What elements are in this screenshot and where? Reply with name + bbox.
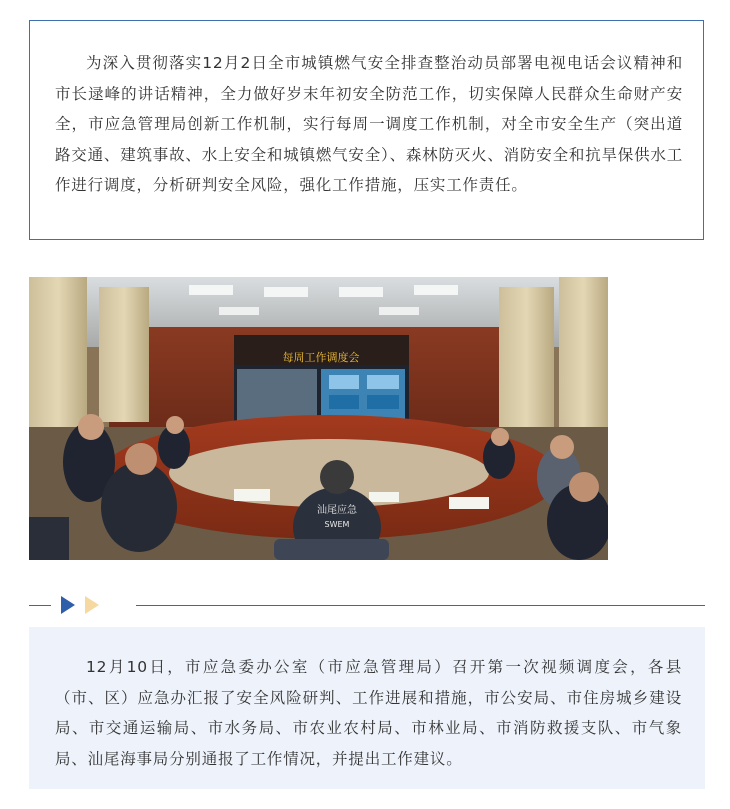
screen-banner: 每周工作调度会 [282, 351, 360, 364]
detail-paragraph: 12月10日，市应急委办公室（市应急管理局）召开第一次视频调度会，各县（市、区）应急办汇报了安全风险研判、工作进展和措施，市公安局、市住房城乡建设局、市交通运输局、市水务局、市农业农村局、市林业局、市消防救援支队、市气象局、汕尾海事局分别通报了工作情况，并提出工作建议。 [55, 658, 682, 768]
meeting-photo [29, 277, 608, 560]
gold-triangle-icon [85, 596, 99, 614]
divider-line-left [29, 605, 51, 606]
intro-text-box [29, 20, 704, 240]
blue-triangle-icon [61, 596, 75, 614]
vest-text: 汕尾应急 [317, 505, 357, 516]
intro-paragraph: 为深入贯彻落实12月2日全市城镇燃气安全排查整治动员部署电视电话会议精神和市长逯峰的讲话精神，全力做好岁末年初安全防范工作，切实保障人民群众生命财产安全，市应急管理局创新工作机制，实行每周一调度工作机制，对全市安全生产（突出道路交通、建筑事故、水上安全和城镇燃气安全）、森林防灭火、消防安全和抗旱保供水工作进行调度，分析研判安全风险，强化工作措施，压实工作责任。 [55, 54, 683, 194]
meeting-photo-illustration [29, 277, 608, 560]
detail-text-box [29, 627, 705, 789]
vest-subtext: SWEM [324, 520, 350, 529]
section-divider [29, 596, 705, 616]
divider-line-right [136, 605, 705, 606]
